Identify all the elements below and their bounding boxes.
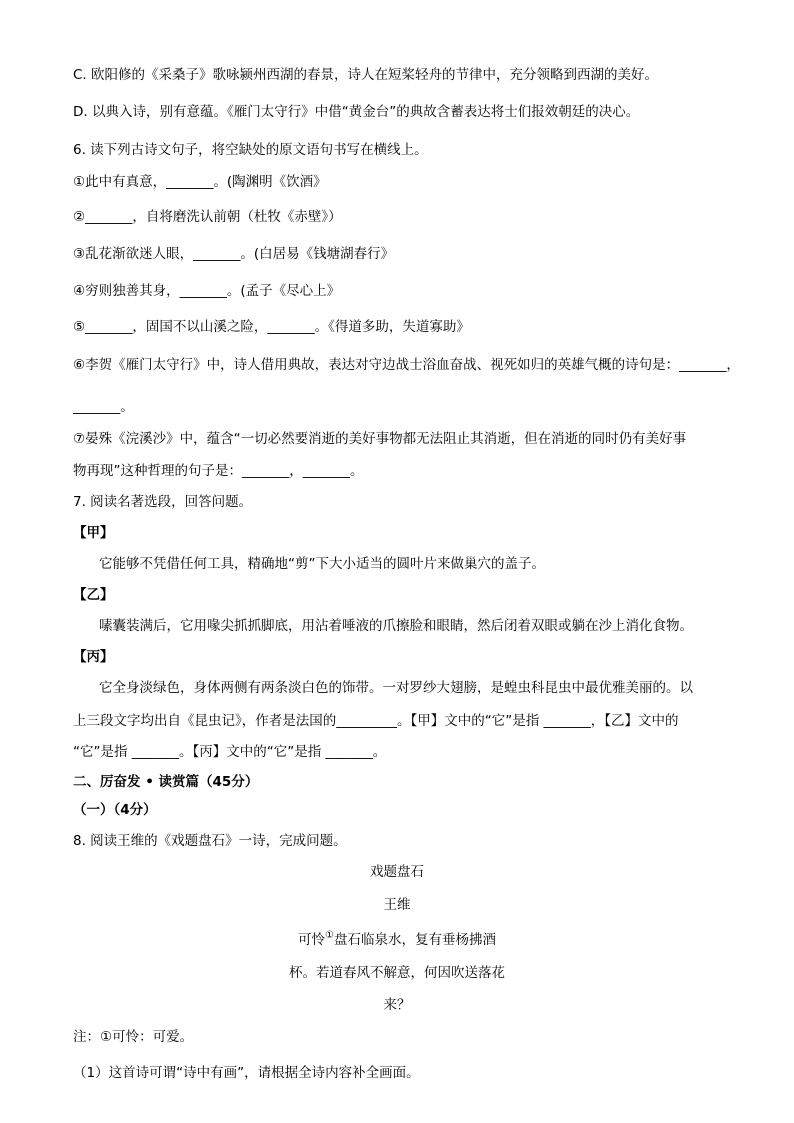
poem-author: 王维 — [383, 897, 411, 913]
poem-line-1-end: 盘石临泉水，复有垂杨拂酒 — [333, 932, 496, 948]
q7-para-line2: 上三段文字均出自《昆虫记》，作者是法国的_________。【甲】文中的“它”是指 _______，【乙】文中的 — [73, 713, 679, 729]
poem-line-1 — [0, 931, 794, 951]
question-7-stem: 7. 阅读名著选段，回答问题。 — [73, 494, 253, 510]
q6-item-4: ④穷则独善其身，_______。(孟子《尽心上》 — [73, 283, 341, 299]
q6-item-5: ⑤_______，固国不以山溪之险，_______。《得道多助，失道寡助》 — [73, 319, 470, 335]
q7-para-line3: “它”是指 _______。【丙】文中的“它”是指 _______。 — [73, 744, 387, 760]
note-marker: ① — [325, 930, 334, 941]
subsection-1-heading: （一）（4分） — [73, 802, 157, 818]
q6-item-6-line1: ⑥李贺《雁门太守行》中，诗人借用典故，表达对守边战士浴血奋战、视死如归的英雄气概的诗句是：_______， — [73, 357, 740, 373]
poem-line-2: 杯。若道春风不解意，何因吹送落花 — [289, 965, 505, 981]
option-c: C. 欧阳修的《采桑子》歌咏颍州西湖的春景，诗人在短桨轻舟的节律中，充分领略到西湖的美好。 — [73, 67, 659, 83]
q6-item-1: ①此中有真意，_______。(陶渊明《饮酒》 — [73, 174, 327, 190]
section-2-heading: 二、厉奋发 • 读赏篇（45分） — [73, 774, 259, 790]
yi-text: 嗉囊装满后，它用喙尖抓抓脚底，用沾着唾液的爪擦脸和眼睛，然后闭着双眼或躺在沙上消化食物。 — [99, 618, 693, 634]
label-yi: 【乙】 — [73, 587, 114, 603]
q6-item-6-line2: _______。 — [73, 399, 134, 415]
jia-text: 它能够不凭借任何工具，精确地“剪”下大小适当的圆叶片来做巢穴的盖子。 — [99, 556, 545, 572]
q8-subquestion-1: （1）这首诗可谓“诗中有画”，请根据全诗内容补全画面。 — [73, 1065, 420, 1081]
label-bing: 【丙】 — [73, 649, 114, 665]
question-8-stem: 8. 阅读王维的《戏题盘石》一诗，完成问题。 — [73, 833, 347, 849]
q6-item-7-line1: ⑦晏殊《浣溪沙》中，蕴含“一切必然要消逝的美好事物都无法阻止其消逝，但在消逝的同时仍有美好事 — [73, 431, 687, 447]
poem-title: 戏题盘石 — [370, 864, 424, 880]
q6-item-2: ②_______，自将磨洗认前朝（杜牧《赤壁》） — [73, 209, 342, 225]
q6-item-7-line2: 物再现”这种哲理的句子是：_______，_______。 — [73, 463, 364, 479]
q6-item-3: ③乱花渐欲迷人眼，_______。(白居易《钱塘湖春行》 — [73, 246, 395, 262]
label-jia: 【甲】 — [73, 525, 114, 541]
poem-line-3: 来？ — [383, 997, 411, 1013]
bing-text: 它全身淡绿色，身体两侧有两条淡白色的饰带。一对罗纱大翅膀，是蝗虫科昆虫中最优雅美丽的。以 — [99, 680, 693, 696]
poem-line-1-start: 可怜 — [298, 932, 326, 948]
footnote: 注：①可怜：可爱。 — [73, 1029, 194, 1045]
option-d: D. 以典入诗，别有意蕴。《雁门太守行》中借“黄金台”的典故含蓄表达将士们报效朝廷的决心。 — [73, 104, 640, 120]
question-6-stem: 6. 读下列古诗文句子，将空缺处的原文语句书写在横线上。 — [73, 142, 428, 158]
